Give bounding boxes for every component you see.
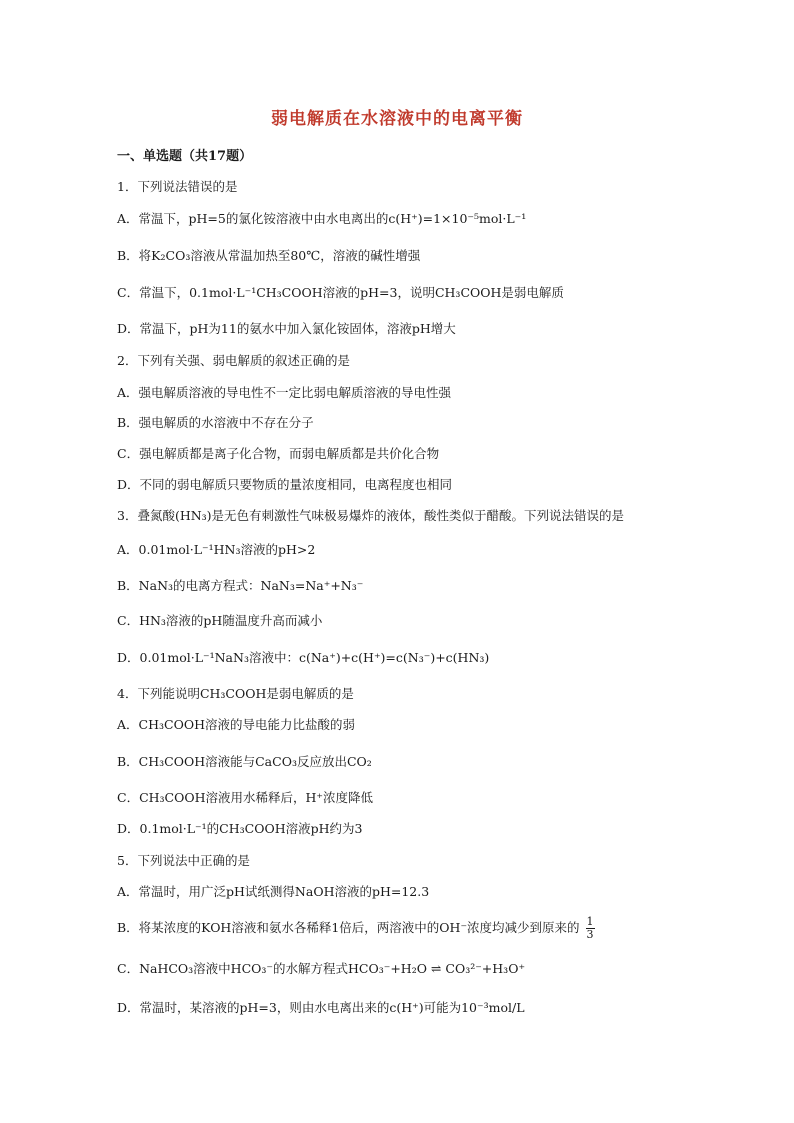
option-3b: B．NaN₃的电离方程式：NaN₃=Na⁺+N₃⁻	[117, 578, 364, 593]
option-5b: B．将某浓度的KOH溶液和氨水各稀释1倍后，两溶液中的OH⁻浓度均减少到原来的	[117, 920, 580, 936]
option-2a: A．强电解质溶液的导电性不一定比弱电解质溶液的导电性强	[117, 385, 452, 400]
fraction-numerator: 1	[586, 915, 594, 928]
option-4a: A．CH₃COOH溶液的导电能力比盐酸的弱	[117, 717, 355, 732]
fraction-denominator: 3	[586, 928, 594, 942]
question-2: 2．下列有关强、弱电解质的叙述正确的是	[117, 353, 350, 368]
option-4b: B．CH₃COOH溶液能与CaCO₃反应放出CO₂	[117, 754, 372, 769]
option-4d: D．0.1mol·L⁻¹的CH₃COOH溶液pH约为3	[117, 821, 363, 836]
option-5b-row	[117, 916, 595, 941]
option-5d: D．常温时，某溶液的pH=3，则由水电离出来的c(H⁺)可能为10⁻³mol/L	[117, 1000, 525, 1015]
option-4c: C．CH₃COOH溶液用水稀释后，H⁺浓度降低	[117, 790, 374, 805]
option-1d: D．常温下，pH为11的氨水中加入氯化铵固体，溶液pH增大	[117, 321, 456, 336]
option-5c: C．NaHCO₃溶液中HCO₃⁻的水解方程式HCO₃⁻+H₂O ⇌ CO₃²⁻+H₃O⁺	[117, 961, 526, 976]
option-3c: C．HN₃溶液的pH随温度升高而减小	[117, 613, 323, 628]
section-heading: 一、单选题（共17题）	[117, 149, 253, 164]
option-1b: B．将K₂CO₃溶液从常温加热至80℃，溶液的碱性增强	[117, 248, 421, 263]
option-1a: A．常温下，pH=5的氯化铵溶液中由水电离出的c(H⁺)=1×10⁻⁵mol·L⁻¹	[117, 211, 527, 226]
option-2d: D．不同的弱电解质只要物质的量浓度相同，电离程度也相同	[117, 477, 453, 492]
option-3a: A．0.01mol·L⁻¹HN₃溶液的pH>2	[117, 542, 316, 557]
option-2b: B．强电解质的水溶液中不存在分子	[117, 415, 314, 430]
question-5: 5．下列说法中正确的是	[117, 853, 250, 868]
question-4: 4．下列能说明CH₃COOH是弱电解质的是	[117, 686, 354, 701]
fraction-one-third	[586, 916, 595, 941]
option-1c: C．常温下，0.1mol·L⁻¹CH₃COOH溶液的pH=3，说明CH₃COOH是弱电解质	[117, 285, 564, 300]
question-3: 3．叠氮酸(HN₃)是无色有刺激性气味极易爆炸的液体，酸性类似于醋酸。下列说法错误的是	[117, 508, 625, 523]
option-5a: A．常温时，用广泛pH试纸测得NaOH溶液的pH=12.3	[117, 884, 430, 899]
option-3d: D．0.01mol·L⁻¹NaN₃溶液中：c(Na⁺)+c(H⁺)=c(N₃⁻)+c(HN₃)	[117, 650, 490, 665]
document-title: 弱电解质在水溶液中的电离平衡	[271, 109, 523, 129]
question-1: 1．下列说法错误的是	[117, 179, 238, 194]
option-2c: C．强电解质都是离子化合物，而弱电解质都是共价化合物	[117, 446, 440, 461]
